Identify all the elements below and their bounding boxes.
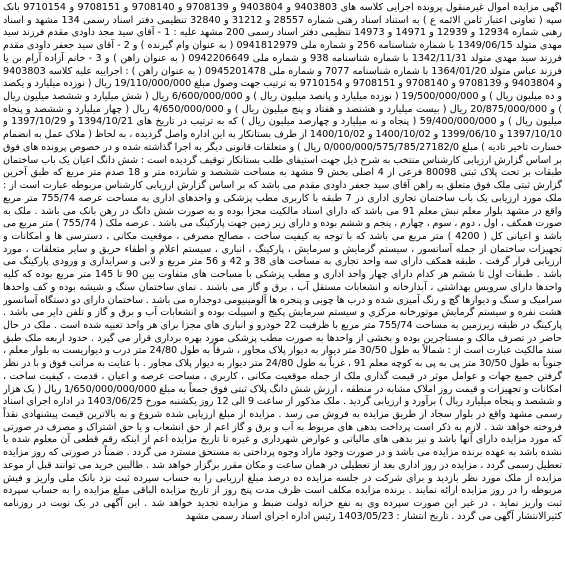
auction-notice-page <box>3 2 562 574</box>
auction-notice-text: آگهی مزایده اموال غیرمنقول پرونده اجرایی کلاسه های 9403803 و 9403804 و 9708139 و 9708140 و 9708151 و 9710154 بانک سپه ( تعاونی اعتبار ثامن الائمه ع ) به استناد اسناد رهنی شماره 28557 و 31212 و 32840 تنظیمی دفتر اسناد رسمی 134 مشهد و اسناد رهنی شماره 12934 و 12939 و 14971 و 14973 تنظیمی دفتر اسناد رسمی 200 مشهد علیه : 1 - آقای سید مجد داودی مقدم فرزند سید مهدی متولد 1349/06/15 با شماره شناسنامه 256 و شماره ملی 0941812979 ( به عنوان وام گیرنده ) و 2 - آقای سید جعفر داودی مقدم فرزند سید مهدی متولد 1342/11/31 با شماره شناسنامه 938 و شماره ملی 0942206649 ( به عنوان راهن ) و 3 - خانم آزاده آرام بن یا فرزند عباس متولد 1364/01/20 با شماره شناسنامه 7077 و شماره ملی 0945201478 ( به عنوان راهن ) : اجراییه علیه کلاسه 9403803 و 9403804 و 9708139 و 9708140 و 9708151 و 9710154 به ترتیب جهت وصول مبلغ 19/110/000/000 ریال ( نوزده میلیارد و یکصد و ده میلیون ریال ) و 19/500/000/000 ( نوزده میلیارد و پانصد میلیون ریال ) و 6/600/000/000 ریال ( شش میلیارد و ششصد میلیون ریال ) و 20/875/000/000 ریال ( بیست میلیارد و هشتصد و هفتاد و پنج میلیون ریال ) و 4/650/000/000 ریال ( چهار میلیارد و ششصد و پنجاه میلیون ریال ) و 59/400/000/000 ( پنجاه و نه میلیارد و چهارصد میلیون ریال ) که به ترتیب در تاریخ های 1394/10/21 و 1397/10/29 و 1397/10/10 و 1399/06/10 و 1400/10/02 و 1400/10/02 از طرف بستانکار به این اداره واصل گردیده ، به لحاظ ( ملاک عمل به انضمام خسارت تاخیر تادیه ) مبلغ 0/000/000/575/785/27182/0 ریال ) و متعلقات قانونی دیگر به اجرا گذاشته شده و در خصوص پرونده های فوق بر اساس گزارش ارزیابی کارشناس منتخب به شرح ذیل جهت استیفای طلب بستانکار توقیف گردیده است : شش دانگ اعیان یک باب ساختمان طبقات بر تحت پلاک ثبتی 80098 فرعی از 4 اصلی بخش 9 مشهد به مساحت ششصد و شانزده متر و 18 صدم متر مربع که طبق آخرین گزارش ثبتی ملک فوق متعلق به راهن آقای سید جعفر داودی مقدم می باشد که بر اساس گزارش ارزیابی کارشناس مربوطه عبارت است از : ملک مورد ارزیابی یک باب ساختمان تجاری اداری در 7 طبقه با کاربری مطب پزشکی و واحدهای اداری به مساحت عرصه 755/74 متر مربع واقع در مشهد بلوار معلم نبش معلم 91 می باشد که دارای اسناد مالکیت مجزا بوده و به صورت شش دانگ در رهن بانک می باشد . ملک به صورت همکف ، اول ، دوم ، سوم ، چهارم ، پنجم و ششم بوده و دارای زیر زمین جهت پارکینگ می باشد . عرصه ملک ( 755/74 ) متر مربع می باشد و اعیانی کل ( 4200 ) متر مربع می باشد که با توجه به کیفیت ساخت ، مصالح مصرفی ، موقعیت مکانی ، دسترسی ها و امکانات و تجهیزات ساختمان از جمله آسانسور ، سیستم گرمایش و سرمایش ، پارکینگ ، انباری ، سیستم اعلام و اطفاء حریق و سایر متعلقات ، مورد ارزیابی قرار گرفت . طبقه همکف دارای سه واحد تجاری به مساحت های 38 و 42 و 56 متر مربع و لابی و سرایداری و ورودی پارکینگ می باشد . طبقات اول تا ششم هر کدام دارای چهار واحد اداری و مطب پزشکی با مساحت های متفاوت بین 90 تا 145 متر مربع بوده که کلیه واحدها دارای سرویس بهداشتی ، آبدارخانه و انشعابات مستقل آب ، برق و گاز می باشند . نمای ساختمان سنگ و شیشه بوده و کف واحدها سرامیک و سنگ و دیوارها گچ و رنگ آمیزی شده و درب ها چوبی و پنجره ها آلومینیومی دوجداره می باشد . ساختمان دارای دو دستگاه آسانسور هشت نفره و سیستم گرمایش موتورخانه مرکزی و سیستم سرمایش پکیج و اسپیلت بوده و انشعابات آب و برق و گاز و تلفن دایر می باشد . پارکینگ در طبقه زیرزمین به مساحت 755/74 متر مربع با ظرفیت 22 خودرو و انباری های مجزا برای هر واحد تعبیه شده است . ملک در حال حاضر در تصرف مالک و مستاجرین بوده و بخشی از واحدها به صورت مطب پزشکی مورد بهره برداری قرار می گیرد . حدود اربعه ملک طبق سند مالکیت عبارت است از : شمالاً به طول 30/50 متر دیوار به دیوار پلاک مجاور ، شرقاً به طول 24/80 متر درب و دیواریست به بلوار معلم ، جنوباً به طول 30/50 متر پی به پی به کوچه معلم 91 ، غرباً به طول 24/80 متر دیوار به دیوار پلاک مجاور . با عنایت به مراتب فوق و با در نظر گرفتن جمیع جهات و عوامل موثر در قیمت گذاری ملک از جمله موقعیت مکانی ، کاربری ، مساحت عرصه و اعیان ، قدمت ، کیفیت ساخت ، امکانات و تجهیزات و قیمت روز املاک مشابه در منطقه ، ارزش شش دانگ پلاک ثبتی فوق جمعاً به مبلغ 1/650/000/000/000 ریال ( یک هزار و ششصد و پنجاه میلیارد ریال ) برآورد و ارزیابی گردید . ملک مذکور از ساعت 9 الی 12 روز یکشنبه مورخ 1403/06/25 در اداره اجرای اسناد رسمی مشهد واقع در بلوار سجاد از طریق مزایده به فروش می رسد . مزایده از مبلغ ارزیابی شده شروع و به بالاترین قیمت پیشنهادی نقداً فروخته خواهد شد . لازم به ذکر است پرداخت بدهی های مربوط به آب و برق و گاز اعم از حق انشعاب و یا حق اشتراک و مصرف در صورتی که مورد مزایده دارای آنها باشد و نیز بدهی های مالیاتی و عوارض شهرداری و غیره تا تاریخ مزایده اعم از اینکه رقم قطعی آن معلوم شده یا نشده باشد به عهده برنده مزایده می باشد و در صورت وجود مازاد وجوه پرداختی به مستحق مسترد می گردد . ضمناً در صورتی که روز مزایده تعطیل رسمی گردد ، مزایده در روز اداری بعد از تعطیلی در همان ساعت و مکان مقرر برگزار خواهد شد . طالبین خرید می توانند قبل از موعد مزایده از ملک مورد نظر بازدید و برای شرکت در جلسه مزایده ده درصد مبلغ ارزیابی را به حساب سپرده ثبت نزد بانک ملی واریز و فیش مربوطه را در روز مزایده ارائه نمایند . برنده مزایده مکلف است ظرف مدت پنج روز از تاریخ مزایده الباقی مبلغ مزایده را به حساب سپرده ثبت واریز نماید ، در غیر این صورت سپرده وی به نفع خزانه دولت ضبط و مزایده تجدید خواهد شد . این آگهی در یک نوبت در روزنامه کثیرالانتشار آگهی می گردد . تاریخ انتشار : 1403/05/23 رئیس اداره اجرای اسناد رسمی مشهد <box>3 2 562 522</box>
